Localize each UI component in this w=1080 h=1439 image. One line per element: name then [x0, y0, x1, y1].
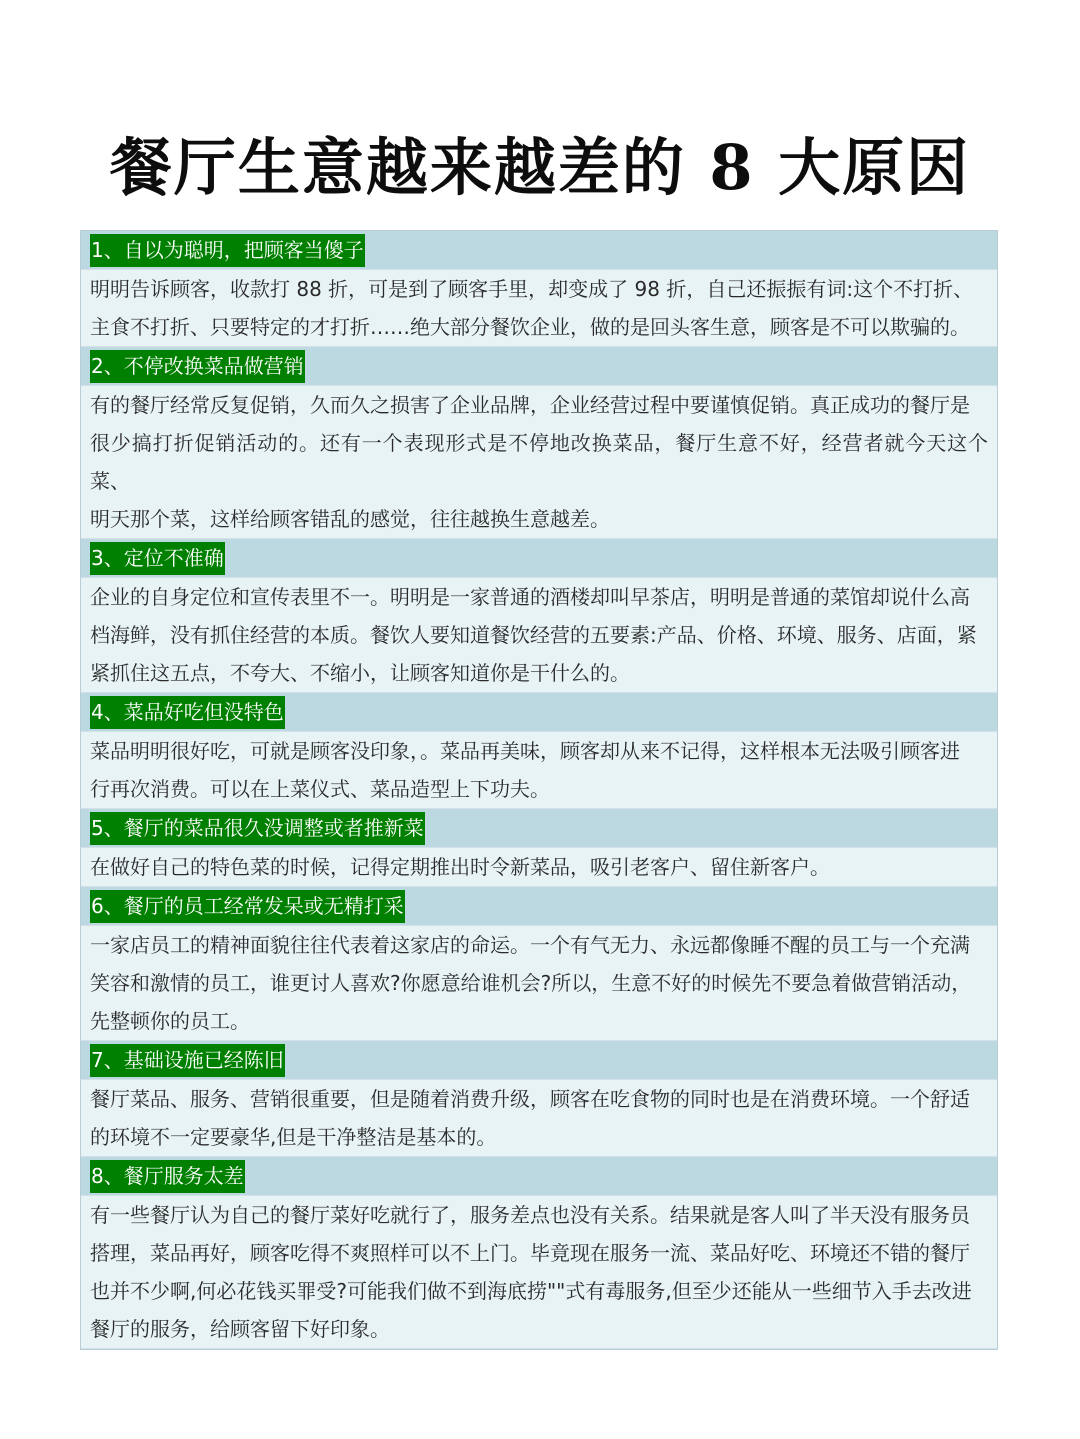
reason-heading-row: [81, 1041, 997, 1080]
reason-text-line: 餐厅菜品、服务、营销很重要，但是随着消费升级，顾客在吃食物的同时也是在消费环境。一个舒适: [90, 1087, 970, 1111]
reason-text-line: 行再次消费。可以在上菜仪式、菜品造型上下功夫。: [90, 777, 550, 801]
reason-body: [81, 1196, 997, 1349]
reason-heading: 8、餐厅服务太差: [90, 1160, 245, 1193]
reason-text-line: 的环境不一定要豪华,但是干净整洁是基本的。: [90, 1125, 497, 1149]
reason-heading: 4、菜品好吃但没特色: [90, 696, 285, 729]
reason-section-4: [81, 693, 997, 809]
reason-heading: 7、基础设施已经陈旧: [90, 1044, 285, 1077]
reason-body: [81, 732, 997, 809]
reason-text-line: 主食不打折、只要特定的才打折……绝大部分餐饮企业，做的是回头客生意，顾客是不可以欺骗的。: [90, 315, 970, 339]
reason-heading: 2、不停改换菜品做营销: [90, 350, 305, 383]
reason-section-6: [81, 887, 997, 1041]
reason-heading-row: [81, 1157, 997, 1196]
reason-section-1: [81, 231, 997, 347]
reason-text-line: 一家店员工的精神面貌往往代表着这家店的命运。一个有气无力、永远都像睡不醒的员工与一个充满: [90, 933, 970, 957]
reason-heading: 6、餐厅的员工经常发呆或无精打采: [90, 890, 405, 923]
reason-body: [81, 386, 997, 539]
reason-text-line: 企业的自身定位和宣传表里不一。明明是一家普通的酒楼却叫早茶店，明明是普通的菜馆却说什么高: [90, 585, 970, 609]
reason-heading-row: [81, 347, 997, 386]
reasons-table: [80, 230, 998, 1350]
reason-text-line: 在做好自己的特色菜的时候，记得定期推出时令新菜品，吸引老客户、留住新客户。: [90, 855, 830, 879]
reason-text-line: 明天那个菜，这样给顾客错乱的感觉，往往越换生意越差。: [90, 507, 610, 531]
reason-heading: 1、自以为聪明，把顾客当傻子: [90, 234, 365, 267]
reason-section-7: [81, 1041, 997, 1157]
reason-text-line: 餐厅的服务，给顾客留下好印象。: [90, 1317, 390, 1341]
reason-body: [81, 1080, 997, 1157]
reason-heading: 5、餐厅的菜品很久没调整或者推新菜: [90, 812, 425, 845]
reason-heading-row: [81, 693, 997, 732]
reason-text-line: 笑容和激情的员工，谁更讨人喜欢?你愿意给谁机会?所以，生意不好的时候先不要急着做营销活动，: [90, 971, 972, 995]
reason-text-line: 明明告诉顾客，收款打 88 折，可是到了顾客手里，却变成了 98 折，自己还振振有词:这个不打折、: [90, 277, 974, 301]
reason-section-5: [81, 809, 997, 887]
page-title: 餐厅生意越来越差的 8 大原因: [109, 131, 971, 204]
reason-body: [81, 270, 997, 347]
reason-text-line: 菜品明明很好吃，可就是顾客没印象，。菜品再美味，顾客却从来不记得，这样根本无法吸引顾客进: [90, 739, 960, 763]
reason-section-2: [81, 347, 997, 539]
reason-body: [81, 848, 997, 887]
reason-text-line: 搭理，菜品再好，顾客吃得不爽照样可以不上门。毕竟现在服务一流、菜品好吃、环境还不错的餐厅: [90, 1241, 970, 1265]
reason-section-8: [81, 1157, 997, 1349]
reason-text-line: 紧抓住这五点，不夸大、不缩小，让顾客知道你是干什么的。: [90, 661, 630, 685]
reason-text-line: 有一些餐厅认为自己的餐厅菜好吃就行了，服务差点也没有关系。结果就是客人叫了半天没有服务员: [90, 1203, 970, 1227]
reason-section-3: [81, 539, 997, 693]
reason-body: [81, 578, 997, 693]
reason-text-line: 也并不少啊,何必花钱买罪受?可能我们做不到海底捞""式有毒服务,但至少还能从一些细节入手去改进: [90, 1279, 972, 1303]
reason-text-line: 先整顿你的员工。: [90, 1009, 250, 1033]
reason-heading-row: [81, 231, 997, 270]
reason-body: [81, 926, 997, 1041]
reason-text-line: 档海鲜，没有抓住经营的本质。餐饮人要知道餐饮经营的五要素:产品、价格、环境、服务、店面，紧: [90, 623, 977, 647]
reason-heading-row: [81, 887, 997, 926]
reason-heading-row: [81, 809, 997, 848]
reason-heading: 3、定位不准确: [90, 542, 225, 575]
reason-text-line: 有的餐厅经常反复促销，久而久之损害了企业品牌，企业经营过程中要谨慎促销。真正成功的餐厅是: [90, 393, 970, 417]
reason-heading-row: [81, 539, 997, 578]
reason-text-line: 很少搞打折促销活动的。还有一个表现形式是不停地改换菜品，餐厅生意不好，经营者就今天这个菜、: [90, 431, 988, 493]
